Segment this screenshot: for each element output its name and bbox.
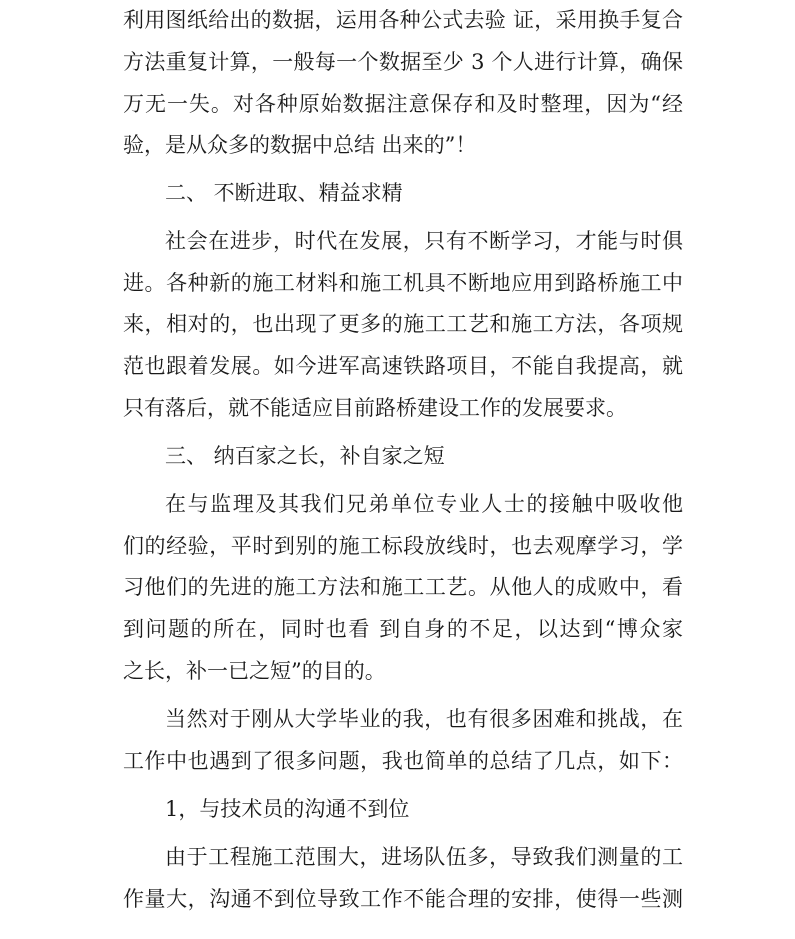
- text-line-2: 方法重复计算，一般每一个数据至少 3 个人进行计算，确保: [123, 50, 683, 74]
- text-line-16: 之长，补一已之短”的目的。: [123, 659, 386, 683]
- text-line-6: 社会在进步，时代在发展，只有不断学习，才能与时俱: [165, 229, 683, 253]
- text-line-21: 作量大，沟通不到位导致工作不能合理的安排，使得一些测: [123, 887, 683, 911]
- text-line-13: 们的经验，平时到别的施工标段放线时，也去观摩学习，学: [123, 534, 683, 558]
- text-line-8: 来，相对的，也出现了更多的施工工艺和施工方法，各项规: [123, 312, 683, 336]
- text-line-7: 进。各种新的施工材料和施工机具不断地应用到路桥施工中: [123, 271, 683, 295]
- text-line-9: 范也跟着发展。如今进军高速铁路项目，不能自我提高，就: [123, 354, 683, 378]
- text-line-3: 万无一失。对各种原始数据注意保存和及时整理，因为“经: [123, 92, 683, 116]
- text-line-20: 由于工程施工范围大，进场队伍多，导致我们测量的工: [165, 845, 683, 869]
- section-heading-3: 三、 纳百家之长，补自家之短: [165, 444, 445, 468]
- text-line-12: 在与监理及其我们兄弟单位专业人士的接触中吸收他: [165, 492, 683, 516]
- text-line-14: 习他们的先进的施工方法和施工工艺。从他人的成败中，看: [123, 575, 683, 599]
- text-line-1: 利用图纸给出的数据，运用各种公式去验 证，采用换手复合: [123, 8, 683, 32]
- section-heading-2: 二、 不断进取、精益求精: [165, 181, 403, 205]
- text-line-15: 到问题的所在，同时也看 到自身的不足，以达到“博众家: [123, 617, 683, 641]
- text-line-18: 工作中也遇到了很多问题，我也简单的总结了几点，如下：: [123, 749, 683, 773]
- text-line-4: 验，是从众多的数据中总结 出来的”！: [123, 133, 477, 157]
- text-line-17: 当然对于刚从大学毕业的我，也有很多困难和挑战，在: [165, 707, 683, 731]
- subheading-1: 1，与技术员的沟通不到位: [165, 797, 410, 821]
- text-line-10: 只有落后，就不能适应目前路桥建设工作的发展要求。: [123, 396, 627, 420]
